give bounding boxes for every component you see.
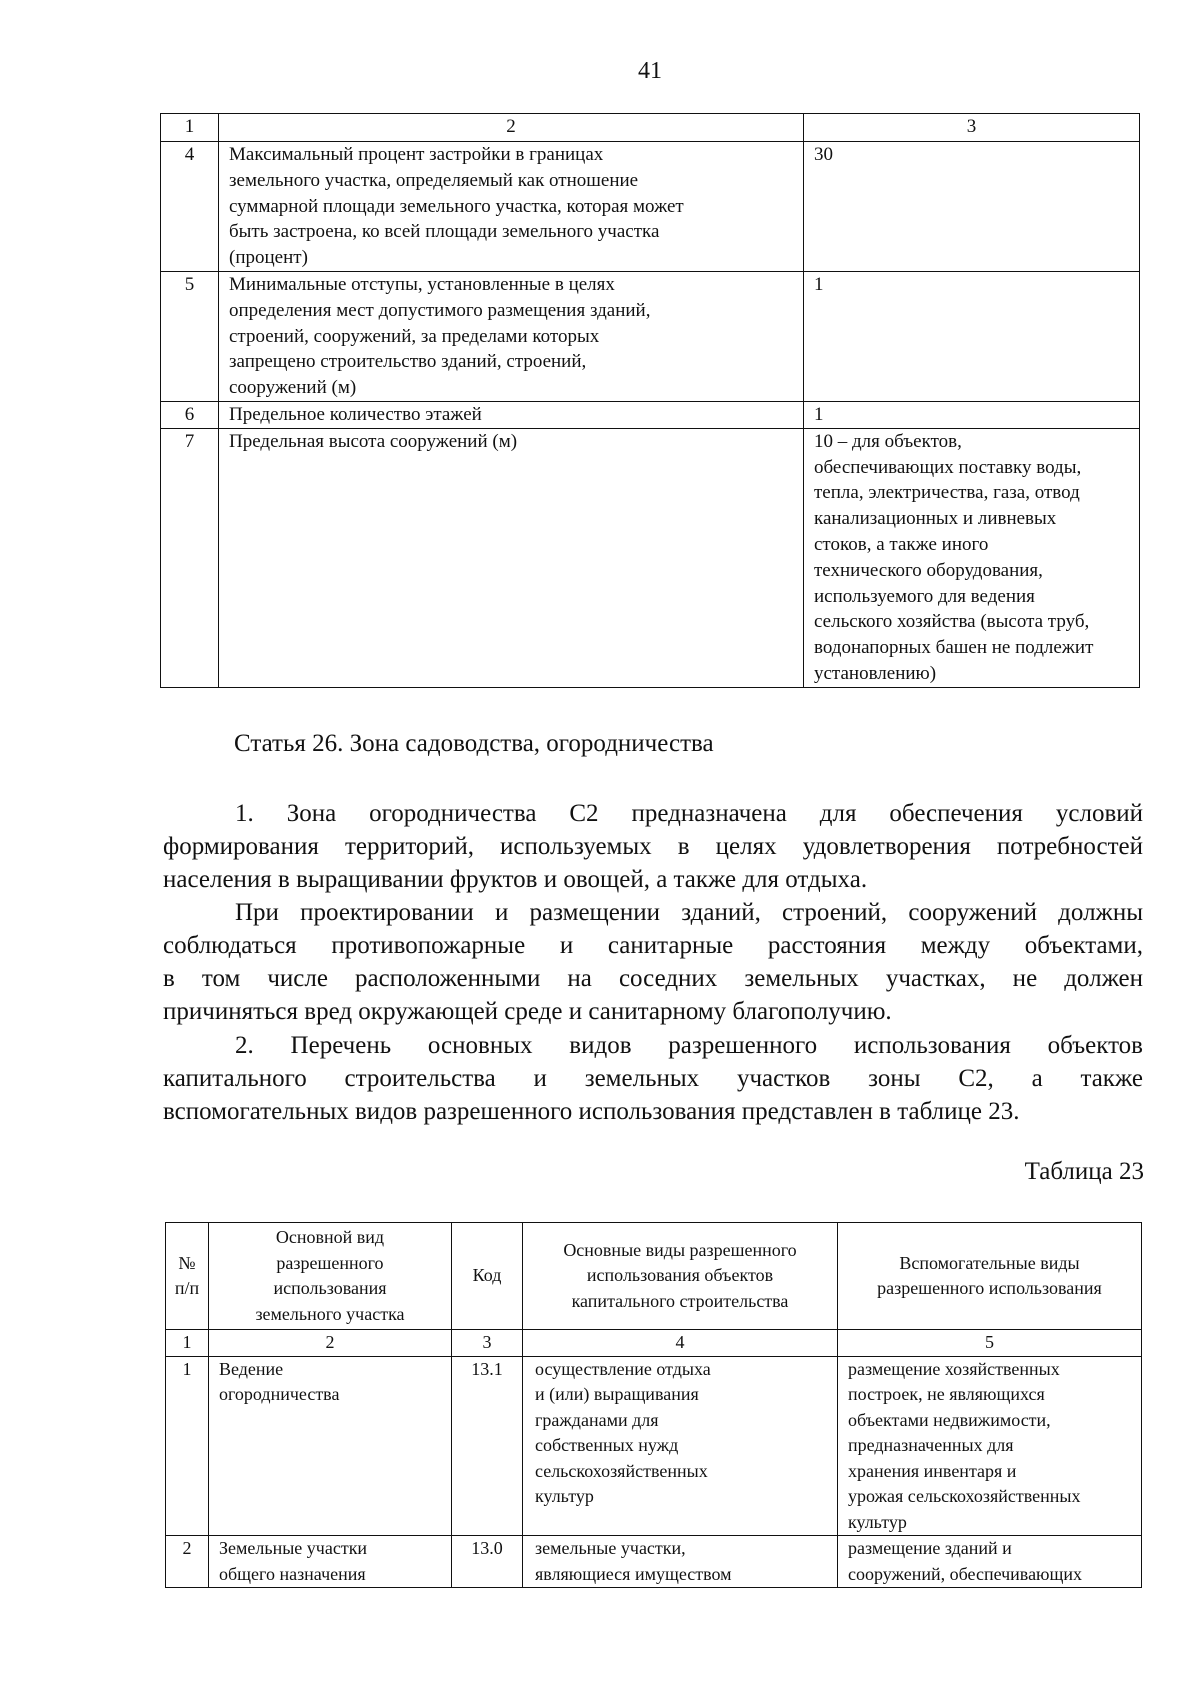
text-line: объектами недвижимости, <box>848 1409 1051 1430</box>
text-line: быть застроена, ко всей площади земельного участка <box>229 221 660 243</box>
index-cell: 1 <box>166 1330 209 1357</box>
text-line: водонапорных башен не подлежит <box>814 637 1094 659</box>
row-number: 2 <box>166 1536 209 1588</box>
text-line: и (или) выращивания <box>535 1384 699 1404</box>
column-index-row <box>166 1330 1142 1357</box>
table-header-row <box>161 114 1140 142</box>
text-line: № <box>178 1252 196 1273</box>
text-line: в том числе расположенными на соседних земельных участках, не должен <box>163 965 1143 992</box>
text-line: Минимальные отступы, установленные в целях <box>229 273 615 295</box>
text-line: урожая сельскохозяйственных <box>848 1486 1081 1506</box>
use-code: 13.0 <box>452 1536 523 1588</box>
text-line: земельные участки, <box>535 1538 686 1558</box>
auxiliary-use-description <box>838 1536 1142 1588</box>
index-cell: 2 <box>209 1330 452 1357</box>
text-line: При проектировании и размещении зданий, строений, сооружений должны <box>235 899 1143 926</box>
text-line: вспомогательных видов разрешенного использования представлен в таблице 23. <box>163 1098 1020 1125</box>
text-line: соблюдаться противопожарные и санитарные расстояния между объектами, <box>163 932 1143 959</box>
row-number: 1 <box>166 1356 209 1536</box>
parameter-description <box>219 271 804 401</box>
text-line: определения мест допустимого размещения зданий, <box>229 299 651 321</box>
text-line: 1 <box>814 403 824 425</box>
text-line: формирования территорий, используемых в целях удовлетворения потребностей <box>163 833 1143 860</box>
text-line: 1 <box>814 273 824 295</box>
use-code: 13.1 <box>452 1356 523 1536</box>
header-cell: 1 <box>161 114 219 142</box>
text-line: 10 – для объектов, <box>814 430 962 452</box>
text-line: культур <box>535 1486 594 1506</box>
main-use-description <box>523 1356 838 1536</box>
text-line: размещение зданий и <box>848 1538 1012 1558</box>
text-line: Основные виды разрешенного <box>563 1239 797 1260</box>
text-line: населения в выращивании фруктов и овощей, а также для отдыха. <box>163 866 868 893</box>
text-line: являющиеся имуществом <box>535 1563 732 1584</box>
text-line: общего назначения <box>219 1563 366 1584</box>
table-row <box>166 1536 1142 1588</box>
table-row <box>161 142 1140 272</box>
table-row <box>166 1356 1142 1536</box>
text-line: строений, сооружений, за пределами которых <box>229 325 600 347</box>
index-cell: 3 <box>452 1330 523 1357</box>
header-cell <box>209 1223 452 1330</box>
text-line: Предельное количество этажей <box>229 403 482 425</box>
text-line: разрешенного использования <box>877 1278 1102 1298</box>
text-line: 1. Зона огородничества С2 предназначена для обеспечения условий <box>235 800 1143 827</box>
text-line: предназначенных для <box>848 1435 1014 1455</box>
row-number: 6 <box>161 401 219 428</box>
land-use-type <box>209 1536 452 1588</box>
table-header-row <box>166 1223 1142 1330</box>
table-row <box>161 401 1140 428</box>
parameter-value <box>804 428 1140 687</box>
text-line: огородничества <box>219 1384 340 1404</box>
article-title: Статья 26. Зона садоводства, огородничества <box>234 730 714 757</box>
row-number: 5 <box>161 271 219 401</box>
table-caption: Таблица 23 <box>1024 1158 1144 1185</box>
text-line: Предельная высота сооружений (м) <box>229 430 518 452</box>
row-number: 7 <box>161 428 219 687</box>
land-use-type <box>209 1356 452 1536</box>
text-line: тепла, электричества, газа, отвод <box>814 482 1080 504</box>
header-cell <box>523 1223 838 1330</box>
header-cell <box>452 1223 523 1330</box>
header-cell <box>166 1223 209 1330</box>
parameter-value <box>804 271 1140 401</box>
index-cell: 4 <box>523 1330 838 1357</box>
text-line: осуществление отдыха <box>535 1358 711 1379</box>
index-cell: 5 <box>838 1330 1142 1357</box>
text-line: Ведение <box>219 1358 284 1379</box>
paragraph-2 <box>163 896 1143 1028</box>
text-line: п/п <box>174 1278 200 1298</box>
auxiliary-use-description <box>838 1356 1142 1536</box>
row-number: 4 <box>161 142 219 272</box>
parameter-value <box>804 401 1140 428</box>
text-line: сооружений (м) <box>229 377 357 399</box>
text-line: (процент) <box>229 247 308 269</box>
text-line: причиняться вред окружающей среде и санитарному благополучию. <box>163 998 892 1025</box>
text-line: капитального строительства и земельных участков зоны С2, а также <box>163 1065 1143 1092</box>
permitted-use-table <box>165 1222 1142 1588</box>
text-line: Максимальный процент застройки в границах <box>229 144 604 165</box>
text-line: культур <box>848 1511 907 1532</box>
text-line: Земельные участки <box>219 1538 368 1558</box>
text-line: сельскохозяйственных <box>535 1460 708 1481</box>
header-cell <box>838 1223 1142 1330</box>
text-line: запрещено строительство зданий, строений, <box>229 351 587 373</box>
parameters-table <box>160 113 1140 688</box>
parameter-description <box>219 428 804 687</box>
parameter-value <box>804 142 1140 272</box>
text-line: капитального строительства <box>571 1290 789 1311</box>
parameter-description <box>219 401 804 428</box>
table-row <box>161 428 1140 687</box>
text-line: стоков, а также иного <box>814 533 989 555</box>
parameter-description <box>219 142 804 272</box>
text-line: канализационных и ливневых <box>814 508 1057 530</box>
text-line: используемого для ведения <box>814 585 1035 607</box>
text-line: Код <box>472 1265 502 1286</box>
header-cell: 2 <box>219 114 804 142</box>
text-line: сельского хозяйства (высота труб, <box>814 611 1090 633</box>
paragraph-1 <box>163 797 1143 896</box>
text-line: Основной вид <box>275 1227 385 1247</box>
text-line: использования <box>273 1278 387 1298</box>
header-cell: 3 <box>804 114 1140 142</box>
text-line: гражданами для <box>535 1409 659 1430</box>
text-line: 30 <box>814 144 833 165</box>
text-line: земельного участка <box>255 1303 405 1324</box>
text-line: установлению) <box>814 662 937 684</box>
text-line: сооружений, обеспечивающих <box>848 1563 1082 1584</box>
text-line: 2. Перечень основных видов разрешенного использования объектов <box>235 1032 1143 1059</box>
page-number: 41 <box>638 58 662 84</box>
table-row <box>161 271 1140 401</box>
text-line: разрешенного <box>276 1252 384 1273</box>
text-line: технического оборудования, <box>814 559 1043 581</box>
text-line: суммарной площади земельного участка, которая может <box>229 195 684 217</box>
text-line: размещение хозяйственных <box>848 1358 1060 1379</box>
main-use-description <box>523 1536 838 1588</box>
text-line: земельного участка, определяемый как отношение <box>229 169 639 191</box>
text-line: собственных нужд <box>535 1435 679 1455</box>
text-line: хранения инвентаря и <box>848 1460 1017 1481</box>
text-line: обеспечивающих поставку воды, <box>814 456 1082 478</box>
text-line: использования объектов <box>586 1265 774 1286</box>
text-line: построек, не являющихся <box>848 1384 1045 1404</box>
paragraph-3 <box>163 1029 1143 1128</box>
text-line: Вспомогательные виды <box>899 1252 1080 1273</box>
